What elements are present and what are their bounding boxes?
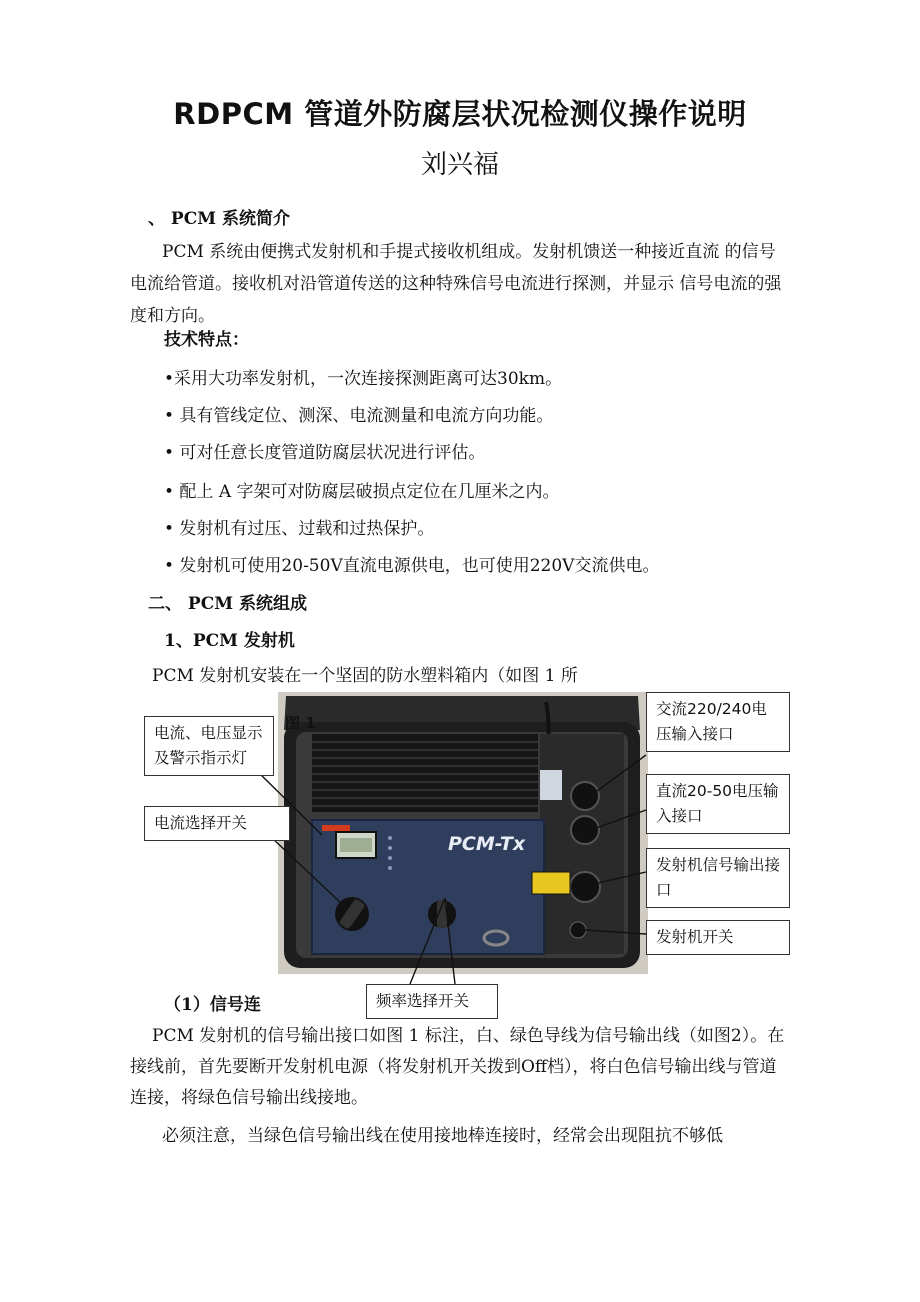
callout-power-switch: 发射机开关: [646, 920, 790, 955]
section3-para2: 必须注意，当绿色信号输出线在使用接地棒连接时，经常会出现阻抗不够低: [162, 1126, 723, 1146]
section3-para1: PCM 发射机的信号输出接口如图 1 标注，白、绿色导线为信号输出线（如图2）。在接线前，首先要断开发射机电源（将发射机开关拨到Off档），将白色信号输出线与管道连接，将绿色信号输出线接地。: [130, 1026, 785, 1108]
document-title: RDPCM 管道外防腐层状况检测仪操作说明: [173, 97, 747, 131]
features-heading: 技术特点：: [164, 330, 249, 350]
callout-signal-out: 发射机信号输出接口: [646, 848, 790, 908]
callout-display: 电流、电压显示及警示指示灯: [144, 716, 274, 776]
section2-heading: 二、 PCM 系统组成: [148, 594, 307, 614]
section1-intro: PCM 系统由便携式发射机和手提式接收机组成。发射机馈送一种接近直流 的信号电流给管道。接收机对沿管道传送的这种特殊信号电流进行探测，并显示 信号电流的强度和方向。: [130, 242, 782, 326]
callout-ac-input: 交流220/240电压输入接口: [646, 692, 790, 752]
callout-current-switch: 电流选择开关: [144, 806, 290, 841]
section2-text: PCM 发射机安装在一个坚固的防水塑料箱内（如图 1 所: [152, 666, 578, 686]
feature-item: • 可对任意长度管道防腐层状况进行评估。: [164, 443, 486, 463]
section2-sub1: 1、PCM 发射机: [164, 631, 295, 651]
callout-freq-switch: 频率选择开关: [366, 984, 498, 1019]
section1-heading: 、 PCM 系统简介: [148, 209, 290, 229]
feature-item: • 发射机可使用20-50V直流电源供电，也可使用220V交流供电。: [164, 556, 660, 576]
feature-item: • 发射机有过压、过载和过热保护。: [164, 519, 435, 539]
callout-dc-input: 直流20-50电压输入接口: [646, 774, 790, 834]
section3-heading: （1）信号连: [164, 995, 261, 1015]
feature-item: • 配上 A 字架可对防腐层破损点定位在几厘米之内。: [164, 482, 560, 502]
panel-brand: PCM-Tx: [448, 833, 526, 855]
feature-item: •采用大功率发射机，一次连接探测距离可达30km。: [164, 369, 563, 389]
figure-caption: 图 1: [285, 714, 316, 732]
feature-item: • 具有管线定位、测深、电流测量和电流方向功能。: [164, 406, 554, 426]
author-name: 刘兴福: [420, 150, 499, 180]
